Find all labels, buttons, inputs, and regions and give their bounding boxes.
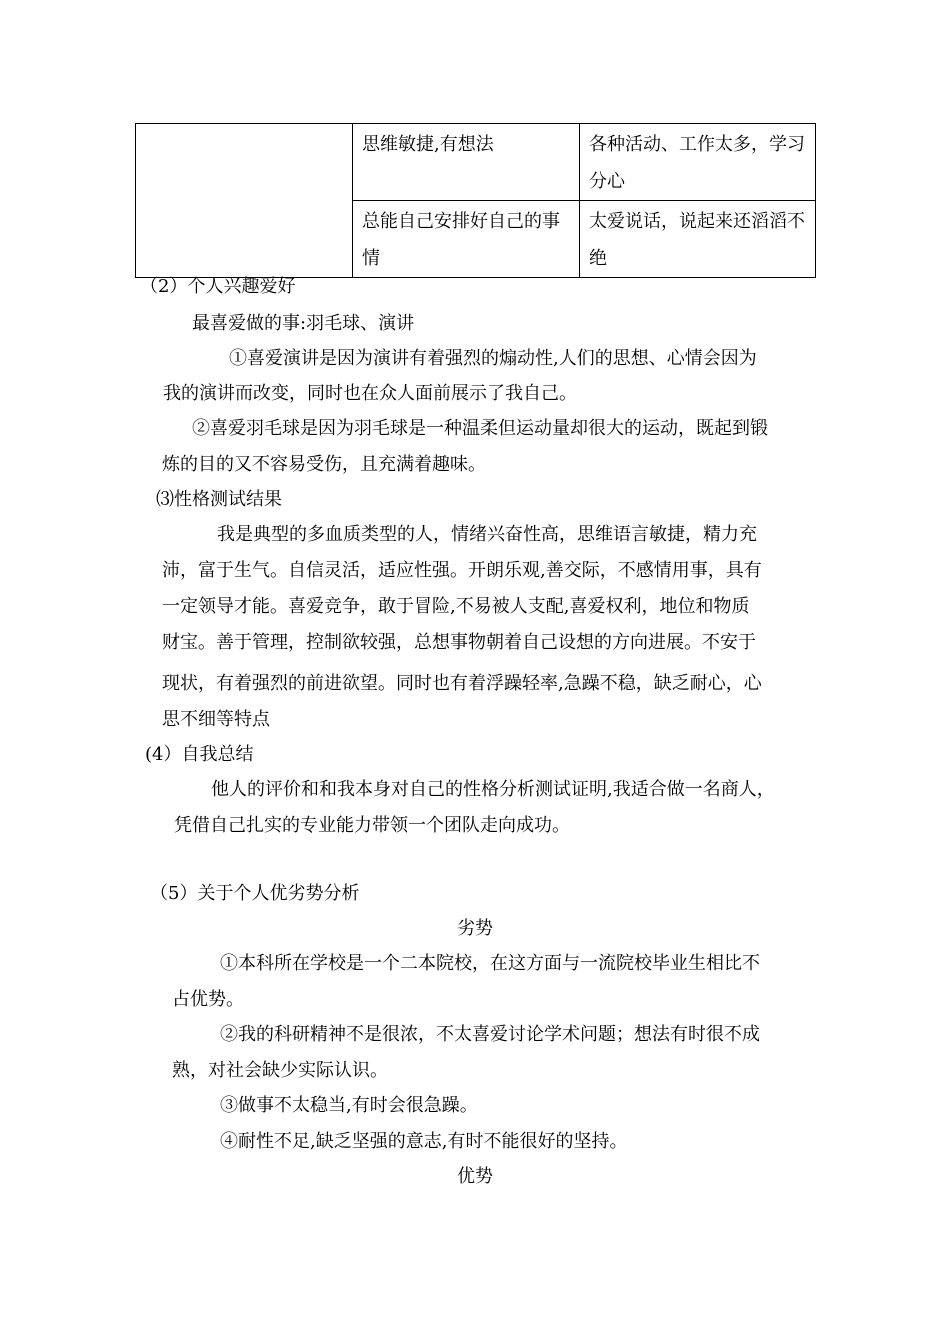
weakness-cell: 太爱说话，说起来还滔滔不绝	[580, 201, 816, 278]
paragraph-line: ②我的科研精神不是很浓，不太喜爱讨论学术问题；想法有时很不成	[220, 1024, 760, 1045]
section-4-heading: (4）自我总结	[145, 744, 254, 765]
paragraph-line: 思不细等特点	[162, 709, 270, 730]
section-5-heading: （5）关于个人优劣势分析	[150, 883, 360, 904]
favorite-activities: 最喜爱做的事:羽毛球、演讲	[192, 313, 415, 334]
table-empty-cell	[136, 124, 353, 278]
strengths-weaknesses-table	[135, 123, 816, 278]
paragraph-line: 占优势。	[172, 989, 244, 1010]
strength-cell: 思维敏捷,有想法	[353, 124, 580, 201]
paragraph-line: 他人的评价和和我本身对自己的性格分析测试证明,我适合做一名商人，	[211, 779, 775, 800]
paragraph-line: 沛，富于生气。自信灵活，适应性强。开朗乐观,善交际，不感情用事，具有	[162, 560, 762, 581]
weaknesses-title: 劣势	[457, 918, 493, 939]
weakness-cell: 各种活动、工作太多，学习分心	[580, 124, 816, 201]
paragraph-line: ①本科所在学校是一个二本院校，在这方面与一流院校毕业生相比不	[220, 953, 760, 974]
paragraph-line: 凭借自己扎实的专业能力带领一个团队走向成功。	[174, 815, 570, 836]
paragraph-line: 熟，对社会缺少实际认识。	[172, 1060, 388, 1081]
strengths-title: 优势	[457, 1166, 493, 1187]
paragraph-line: 炼的目的又不容易受伤，且充满着趣味。	[162, 454, 486, 475]
paragraph-line: ①喜爱演讲是因为演讲有着强烈的煽动性,人们的思想、心情会因为	[229, 348, 757, 369]
paragraph-line: 我的演讲而改变，同时也在众人面前展示了我自己。	[163, 383, 577, 404]
paragraph-line: 我是典型的多血质类型的人，情绪兴奋性高，思维语言敏捷，精力充	[217, 524, 757, 545]
paragraph-line: 财宝。善于管理，控制欲较强，总想事物朝着自己设想的方向进展。不安于	[162, 632, 756, 653]
table-row	[136, 124, 816, 201]
strength-cell: 总能自己安排好自己的事情	[353, 201, 580, 278]
section-3-heading: ⑶性格测试结果	[156, 489, 282, 510]
paragraph-line: ②喜爱羽毛球是因为羽毛球是一种温柔但运动量却很大的运动，既起到锻	[192, 418, 768, 439]
paragraph-line: 现状，有着强烈的前进欲望。同时也有着浮躁轻率,急躁不稳，缺乏耐心，心	[162, 673, 762, 694]
paragraph-line: 一定领导才能。喜爱竞争，敢于冒险,不易被人支配,喜爱权利，地位和物质	[162, 596, 750, 617]
section-2-heading: （2）个人兴趣爱好	[140, 276, 296, 297]
paragraph-line: ④耐性不足,缺乏坚强的意志,有时不能很好的坚持。	[220, 1131, 628, 1152]
paragraph-line: ③做事不太稳当,有时会很急躁。	[220, 1095, 478, 1116]
